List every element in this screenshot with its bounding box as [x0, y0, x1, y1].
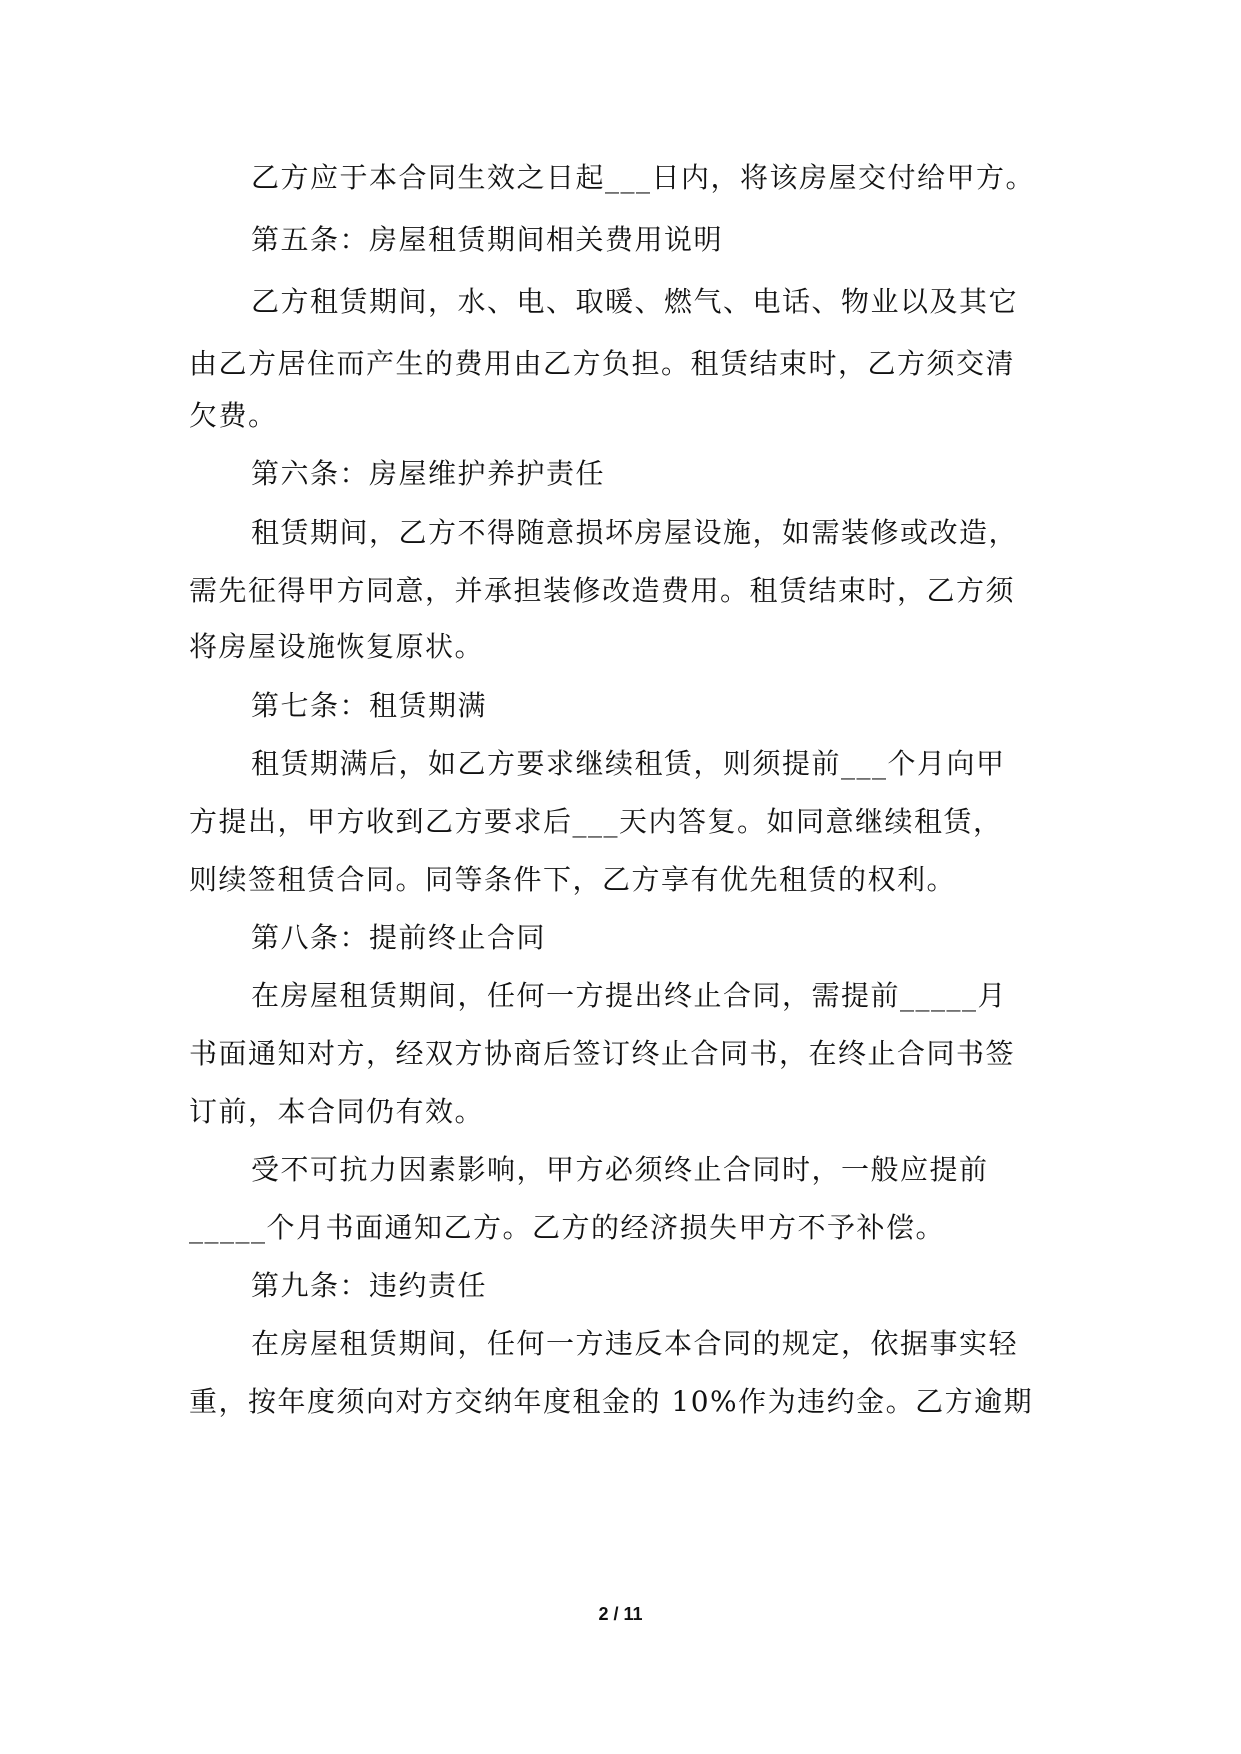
paragraph-line: 租赁期满后，如乙方要求继续租赁，则须提前___个月向甲: [251, 747, 1006, 780]
paragraph-line: 方提出，甲方收到乙方要求后___天内答复。如同意继续租赁，: [189, 805, 1003, 838]
article-7-heading: 第七条：租赁期满: [251, 689, 488, 722]
paragraph-line: 需先征得甲方同意，并承担装修改造费用。租赁结束时，乙方须: [189, 574, 1016, 607]
paragraph-line: 在房屋租赁期间，任何一方提出终止合同，需提前_____月: [251, 979, 1008, 1012]
paragraph-line: 在房屋租赁期间，任何一方违反本合同的规定，依据事实轻: [251, 1327, 1019, 1360]
article-9-heading: 第九条：违约责任: [251, 1269, 488, 1302]
paragraph-line: 乙方应于本合同生效之日起___日内，将该房屋交付给甲方。: [251, 161, 1036, 194]
page-number: 2 / 11: [598, 1604, 643, 1624]
article-8-heading: 第八条：提前终止合同: [251, 921, 547, 954]
article-6-heading: 第六条：房屋维护养护责任: [251, 457, 606, 490]
paragraph-line: 将房屋设施恢复原状。: [189, 630, 485, 663]
paragraph-line: 租赁期间，乙方不得随意损坏房屋设施，如需装修或改造，: [251, 516, 1019, 549]
paragraph-line: 订前，本合同仍有效。: [189, 1095, 485, 1128]
paragraph-line: 书面通知对方，经双方协商后签订终止合同书，在终止合同书签: [189, 1037, 1016, 1070]
paragraph-line: 重，按年度须向对方交纳年度租金的 10%作为违约金。乙方逾期: [189, 1385, 1034, 1418]
paragraph-line: 欠费。: [189, 399, 278, 432]
paragraph-line: 受不可抗力因素影响，甲方必须终止合同时，一般应提前: [251, 1153, 989, 1186]
paragraph-line: _____个月书面通知乙方。乙方的经济损失甲方不予补偿。: [189, 1211, 946, 1244]
article-5-heading: 第五条：房屋租赁期间相关费用说明: [251, 223, 724, 256]
paragraph-line: 由乙方居住而产生的费用由乙方负担。租赁结束时，乙方须交清: [189, 347, 1016, 380]
paragraph-line: 乙方租赁期间，水、电、取暖、燃气、电话、物业以及其它: [251, 285, 1019, 318]
paragraph-line: 则续签租赁合同。同等条件下，乙方享有优先租赁的权利。: [189, 863, 957, 896]
